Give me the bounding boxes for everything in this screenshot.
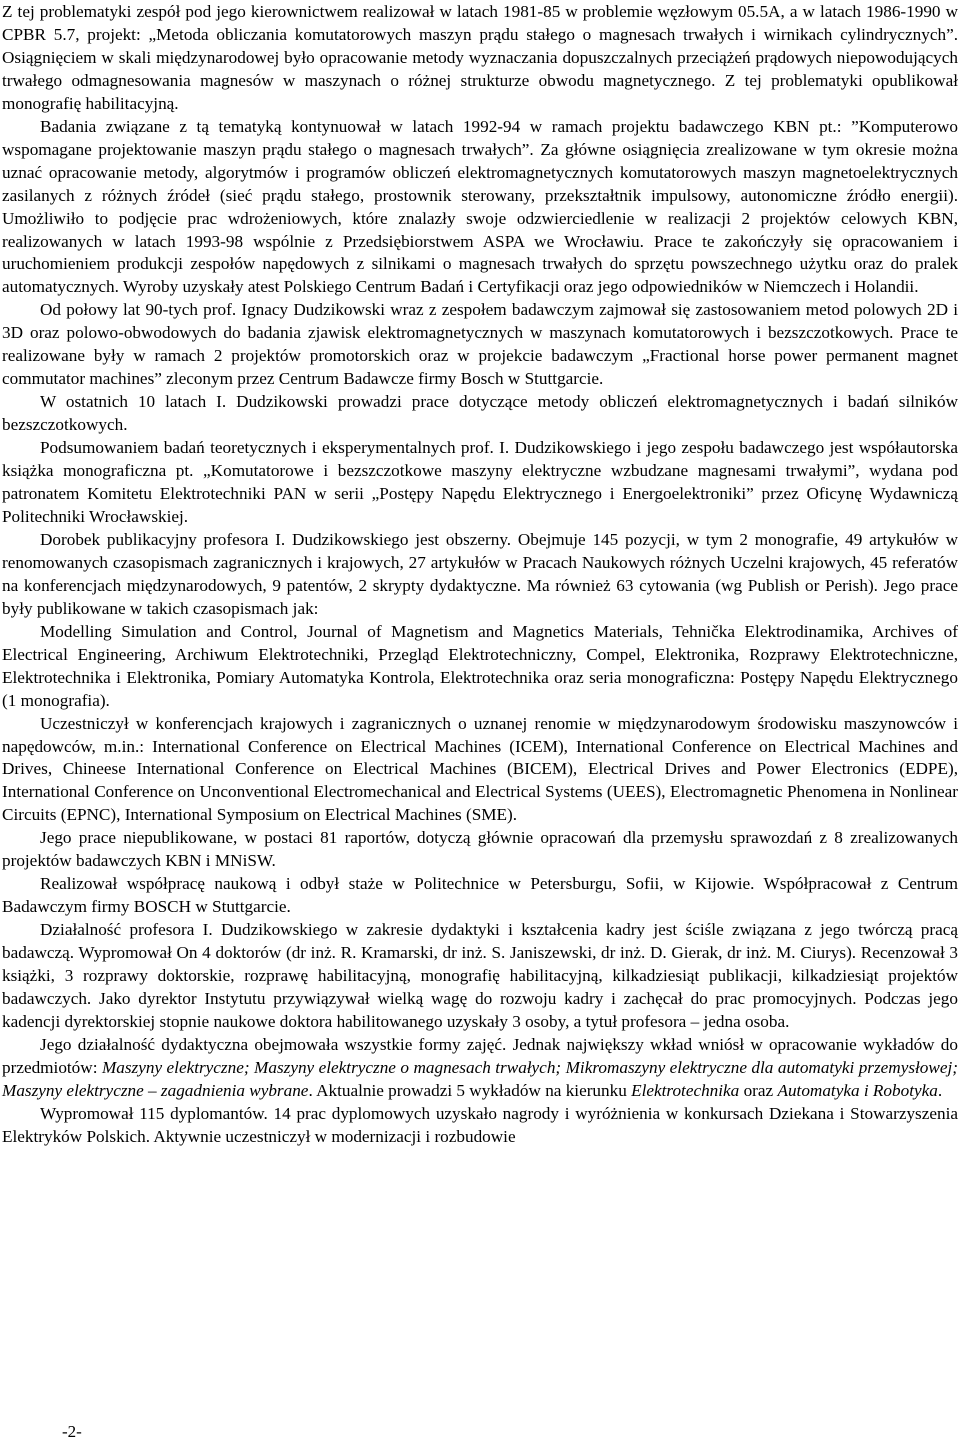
page-number: -2- bbox=[62, 1422, 82, 1441]
paragraph-reports: Jego prace niepublikowane, w postaci 81 raportów, dotyczą głównie opracowań dla przemysłu sprawozdań z 8 zrealizowanych projektów badawczych KBN i MNiSW. bbox=[2, 828, 958, 871]
paragraph-monograph: Podsumowaniem badań teoretycznych i eksperymentalnych prof. I. Dudzikowskiego i jego zespołu badawczego jest współautorska książka monograficzna pt. „Komutatorowe i bezszczotkowe maszyny elektryczne wzbudzane magnesami trwałymi”, wydana pod patronatem Komitetu Elektrotechniki PAN w serii „Postępy Napędu Elektrycznego i Energoelektroniki” przez Oficynę Wydawniczą Politechniki Wrocławskiej. bbox=[2, 438, 958, 526]
paragraph-teaching bbox=[2, 1034, 958, 1103]
paragraph-brushless-motors: W ostatnich 10 latach I. Dudzikowski prowadzi prace dotyczące metody obliczeń elektromagnetycznych i badań silników bezszczotkowych. bbox=[2, 392, 958, 435]
paragraph-field-methods: Od połowy lat 90-tych prof. Ignacy Dudzikowski wraz z zespołem badawczym zajmował się zastosowaniem metod polowych 2D i 3D oraz polowo-obwodowych do badania zjawisk elektromagnetycznych w maszynach komutatorowych i bezszczotkowych. Prace te realizowane były w ramach 2 projektów promotorskich oraz w projekcie badawczym „Fractional horse power permanent magnet commutator machines” zleconym przez Centrum Badawcze firmy Bosch w Stuttgarcie. bbox=[2, 300, 958, 389]
paragraph-graduates: Wypromował 115 dyplomantów. 14 prac dyplomowych uzyskało nagrody i wyróżnienia w konkursach Dziekana i Stowarzyszenia Elektryków Polskich. Aktywnie uczestniczył w modernizacji i rozbudowie bbox=[2, 1103, 958, 1146]
teaching-mid: . Aktualnie prowadzi 5 wykładów na kierunku bbox=[308, 1080, 632, 1100]
teaching-courses: Maszyny elektryczne; Maszyny elektryczne o magnesach trwałych; Mikromaszyny elektryczne dla automatyki przemysłowej; Maszyny elektryczne – zagadnienia wybrane bbox=[2, 1057, 958, 1100]
teaching-lead: Jego działalność dydaktyczna obejmowała wszystkie formy zajęć. Jednak największy wkład wniósł w opracowanie wykładów do przedmiotów: bbox=[2, 1034, 958, 1077]
paragraph-publications: Dorobek publikacyjny profesora I. Dudzikowskiego jest obszerny. Obejmuje 145 pozycji, w tym 2 monografie, 49 artykułów w renomowanych czasopismach zagranicznych i krajowych, 27 artykułów w Pracach Naukowych różnych Uczelni krajowych, 45 referatów na konferencjach międzynarodowych, 9 patentów, 2 skrypty dydaktyczne. Ma również 63 cytowania (wg Publish or Perish). Jego prace były publikowane w takich czasopismach jak: bbox=[2, 529, 958, 618]
paragraph-cooperation: Realizował współpracę naukową i odbył staże w Politechnice w Petersburgu, Sofii, w Kijowie. Współpracował z Centrum Badawczym firmy BOSCH w Stuttgarcie. bbox=[2, 874, 958, 917]
paragraph-permanent-magnet-research: Z tej problematyki zespół pod jego kierownictwem realizował w latach 1981-85 w problemie węzłowym 05.5A, a w latach 1986-1990 w CPBR 5.7, projekt: „Metoda obliczania komutatorowych maszyn prądu stałego o magnesach trwałych i wirnikach cylindrycznych”. Osiągnięciem w skali międzynarodowej było opracowanie metody wyznaczania dopuszczalnych przeciążeń prądowych niepowodujących trwałego odmagnesowania magnesów w maszynach o różnej strukturze obwodu magnetycznego. Z tej problematyki opublikował monografię habilitacyjną. bbox=[2, 2, 958, 113]
paragraph-journals: Modelling Simulation and Control, Journal of Magnetism and Magnetics Materials, Tehnička Elektrodinamika, Archives of Electrical Engineering, Archiwum Elektrotechniki, Przegląd Elektrotechniczny, Compel, Elektronika, Rozprawy Elektrotechniczne, Elektrotechnika i Elektronika, Pomiary Automatyka Kontrola, Elektrotechnika oraz seria monograficzna: Postępy Napędu Elektrycznego (1 monografia). bbox=[2, 621, 958, 710]
teaching-field-electrical: Elektrotechnika bbox=[631, 1080, 740, 1100]
paragraph-kbn-project: Badania związane z tą tematyką kontynuował w latach 1992-94 w ramach projektu badawczego KBN pt.: ”Komputerowo wspomagane projektowanie maszyn prądu stałego o magnesach trwałych”. Za główne osiągnięcia zrealizowane w tym okresie można uznać opracowanie metody, algorytmów i programów obliczeń elektromagnetycznych komutatorowych maszyn magnetoelektrycznych zasilanych z różnych źródeł (sieć prądu stałego, prostownik sterowany, przekształtnik impulsowy, autonomiczne źródło energii). Umożliwiło to podjęcie prac wdrożeniowych, które znalazły swoje odzwierciedlenie w realizacji 2 projektów celowych KBN, realizowanych w latach 1993-98 wspólnie z Przedsiębiorstwem ASPA we Wrocławiu. Prace te zakończyły się opracowaniem i uruchomieniem produkcji zespołów napędowych z silnikami o magnesach trwałych do sprzętu powszechnego użytku oraz do pralek automatycznych. Wyroby uzyskały atest Polskiego Centrum Badań i Certyfikacji oraz jego odpowiedników w Niemczech i Holandii. bbox=[2, 116, 958, 297]
paragraph-supervision: Działalność profesora I. Dudzikowskiego w zakresie dydaktyki i kształcenia kadry jest ściśle związana z jego twórczą pracą badawczą. Wypromował On 4 doktorów (dr inż. R. Kramarski, dr inż. S. Janiszewski, dr inż. D. Gierak, dr inż. M. Ciurys). Recenzował 3 książki, 3 rozprawy doktorskie, rozprawę habilitacyjną, monografię habilitacyjną, kilkadziesiąt publikacji, kilkadziesiąt projektów badawczych. Jako dyrektor Instytutu przywiązywał wielką wagę do rozwoju kadry i zachęcał do prac promocyjnych. Podczas jego kadencji dyrektorskiej stopnie naukowe doktora habilitowanego uzyskały 3 osoby, a tytuł profesora – jedna osoba. bbox=[2, 920, 958, 1031]
teaching-end: . bbox=[937, 1080, 943, 1100]
paragraph-conferences: Uczestniczył w konferencjach krajowych i zagranicznych o uznanej renomie w międzynarodowym środowisku maszynowców i napędowców, m.in.: International Conference on Electrical Machines (ICEM), International Conference on Electrical Machines and Drives, Chineese International Conference on Electrical Machines (BICEM), Electrical Drives and Power Electronics (EDPE), International Conference on Unconventional Electromechanical and Electrical Systems (UEES), Electromagnetic Phenomena in Nonlinear Circuits (EPNC), International Symposium on Electrical Machines (SME). bbox=[2, 713, 958, 825]
teaching-field-automation: Automatyka i Robotyka bbox=[777, 1080, 938, 1100]
teaching-conj: oraz bbox=[739, 1080, 778, 1100]
